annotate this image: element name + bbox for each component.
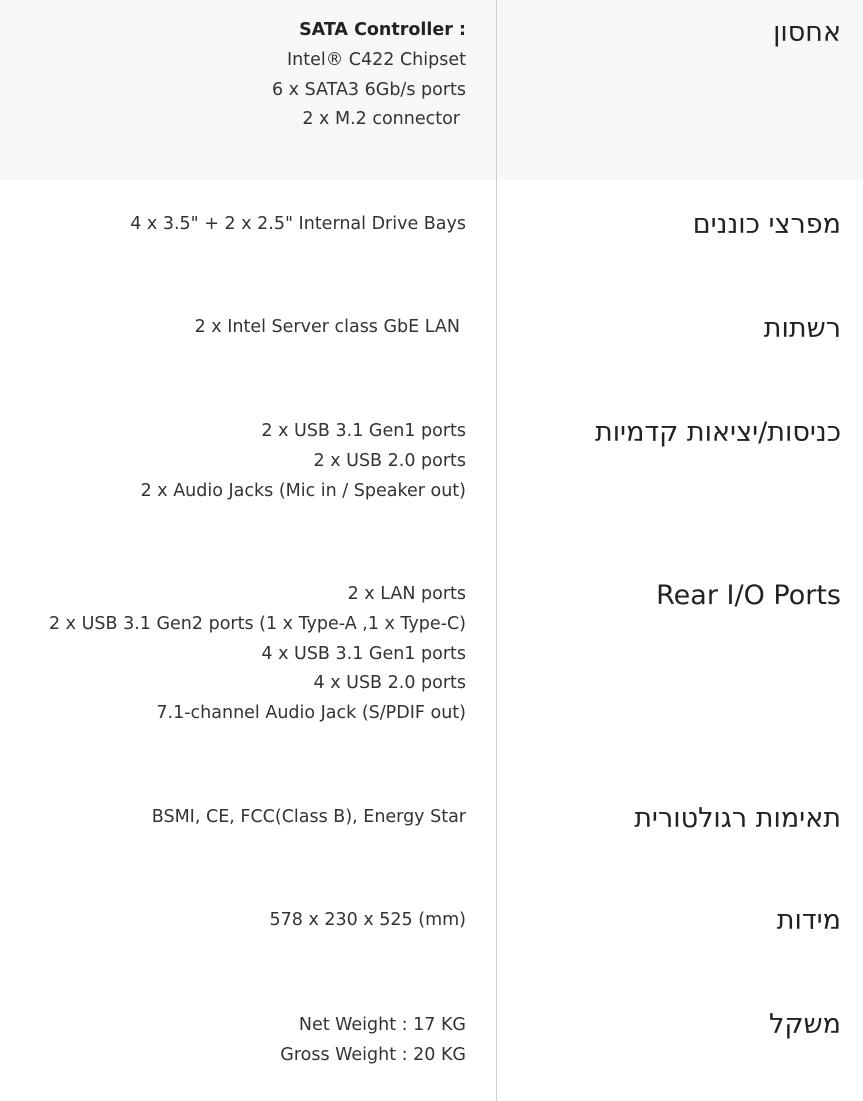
- spec-line: 4 x USB 2.0 ports: [313, 673, 466, 694]
- spec-row-rear-io: [0, 550, 863, 774]
- column-divider: [496, 0, 497, 1101]
- spec-label-drive-bays: מפרצי כוננים: [692, 209, 841, 240]
- spec-line: 4 x USB 3.1 Gen1 ports: [261, 643, 466, 664]
- spec-value-dimensions: [6, 906, 466, 936]
- spec-line: 2 x Intel Server class GbE LAN: [194, 317, 460, 337]
- spec-value-rear-io: [6, 580, 466, 729]
- spec-line: 2 x LAN ports: [347, 584, 466, 604]
- spec-line: 7.1-channel Audio Jack (S/PDIF out): [156, 703, 466, 724]
- spec-value-weight: [6, 1011, 466, 1071]
- spec-label-storage: אחסון: [773, 17, 841, 48]
- spec-line: 6 x SATA3 6Gb/s ports: [271, 79, 466, 100]
- spec-row-dimensions: [0, 878, 863, 982]
- spec-row-drive-bays: [0, 180, 863, 284]
- spec-value-networking: [6, 313, 466, 343]
- spec-line: Intel® C422 Chipset: [286, 49, 466, 70]
- spec-line: 2 x USB 3.1 Gen1 ports: [261, 421, 466, 441]
- spec-line: 2 x USB 2.0 ports: [313, 450, 466, 471]
- spec-line: 2 x Audio Jacks (Mic in / Speaker out): [140, 480, 466, 501]
- spec-value-regulatory: [6, 803, 466, 833]
- spec-line: Net Weight : 17 KG: [298, 1015, 466, 1035]
- spec-label-regulatory: תאימות רגולטורית: [634, 803, 841, 834]
- spec-line: BSMI, CE, FCC(Class B), Energy Star: [151, 807, 466, 827]
- spec-row-weight: [0, 982, 863, 1101]
- spec-row-regulatory: [0, 774, 863, 878]
- spec-value-drive-bays: [6, 210, 466, 240]
- spec-row-networking: [0, 284, 863, 388]
- spec-row-storage: [0, 0, 863, 180]
- spec-line: Gross Weight : 20 KG: [280, 1044, 466, 1065]
- spec-value-storage: [6, 16, 466, 135]
- spec-line: 2 x USB 3.1 Gen2 ports (1 x Type-A ,1 x Type-C): [48, 613, 466, 634]
- spec-value-front-io: [6, 417, 466, 506]
- spec-line: SATA Controller :: [299, 20, 466, 40]
- spec-line: 578 x 230 x 525 (mm): [269, 910, 466, 930]
- spec-line: 2 x M.2 connector: [302, 109, 460, 130]
- spec-label-networking: רשתות: [763, 313, 841, 344]
- spec-label-dimensions: מידות: [776, 905, 841, 936]
- spec-line: 4 x 3.5" + 2 x 2.5" Internal Drive Bays: [130, 214, 466, 234]
- spec-row-front-io: [0, 388, 863, 550]
- spec-label-weight: משקל: [769, 1009, 841, 1040]
- spec-label-rear-io: Rear I/O Ports: [656, 580, 841, 611]
- spec-label-front-io: כניסות/יציאות קדמיות: [594, 417, 841, 448]
